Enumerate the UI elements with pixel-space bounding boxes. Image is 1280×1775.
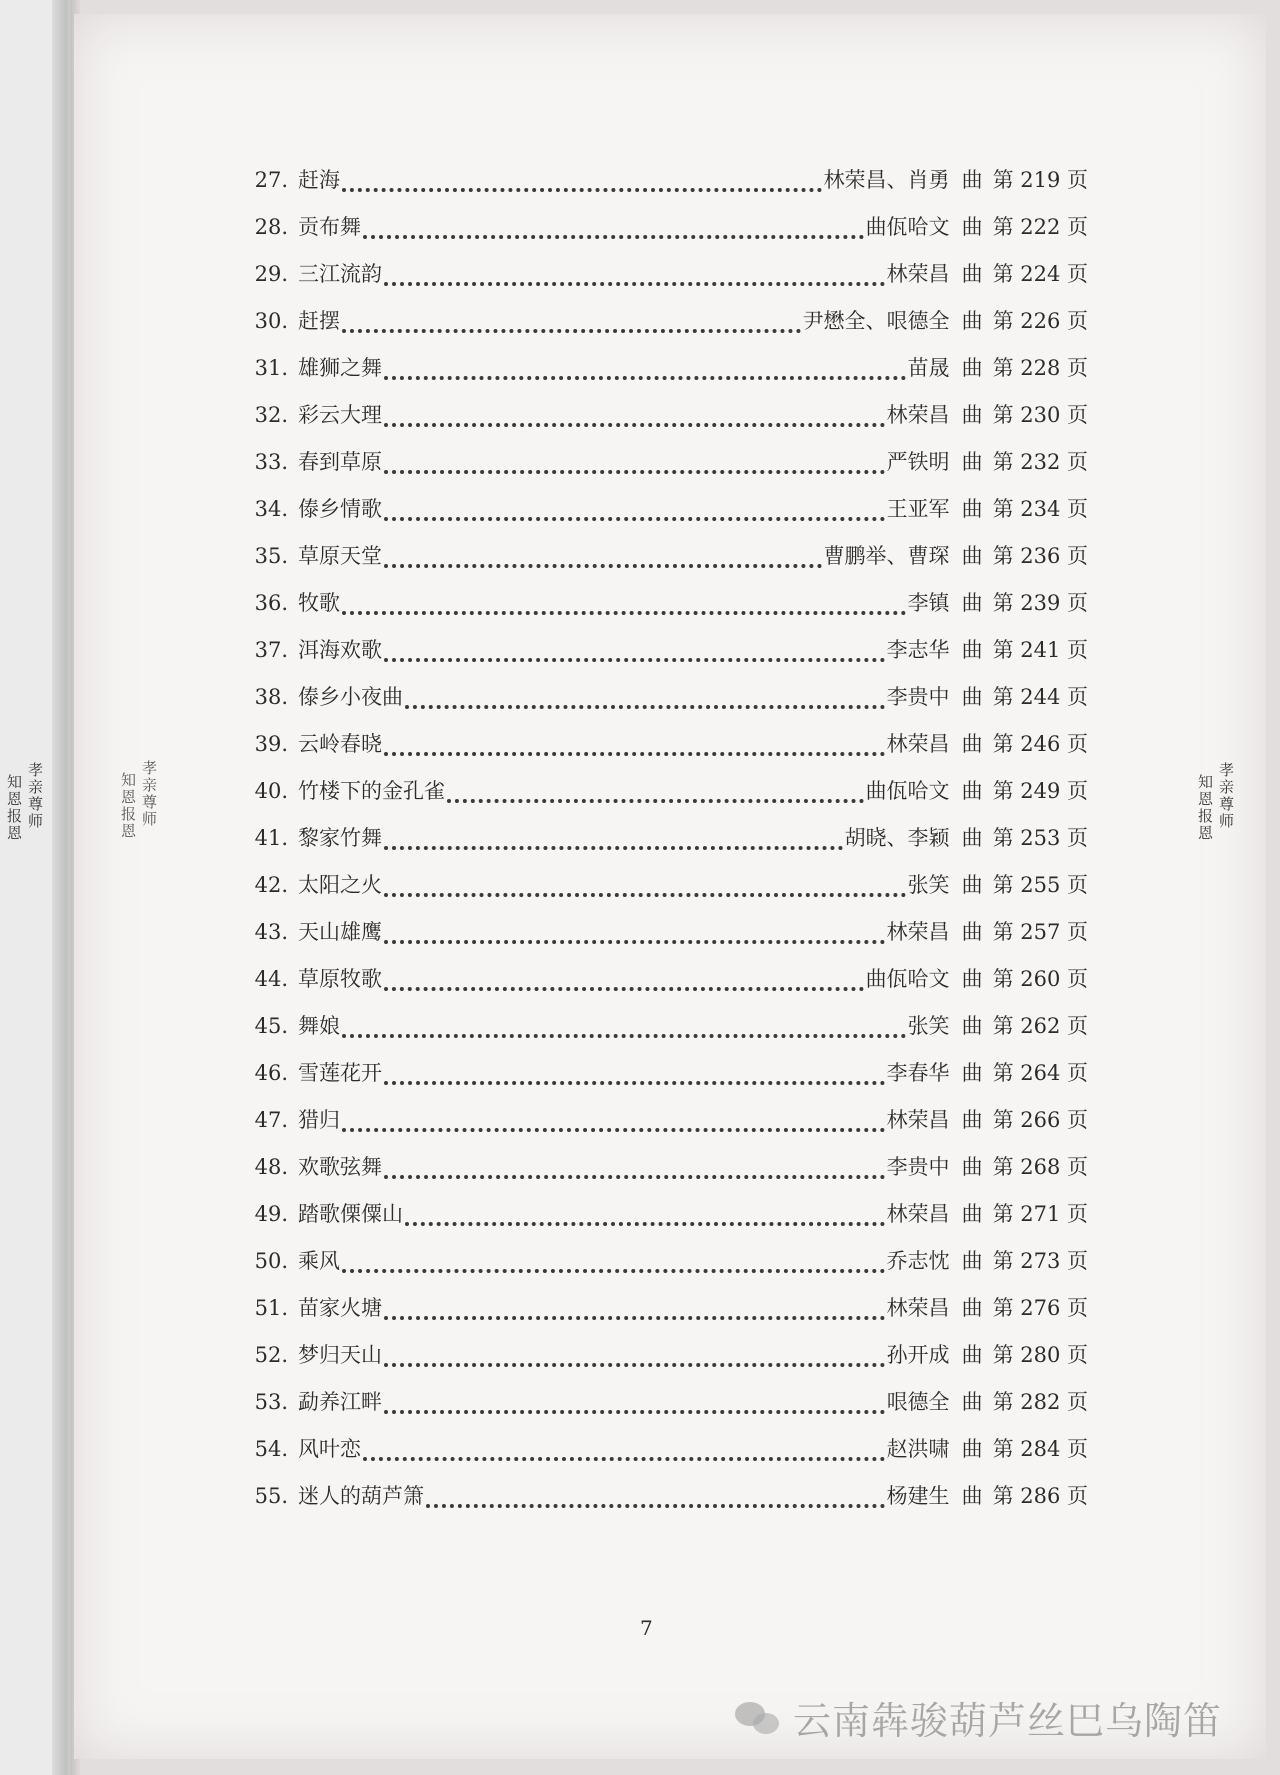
toc-row	[248, 869, 1088, 916]
toc-number: 37.	[254, 638, 288, 662]
dot-leader	[384, 751, 885, 756]
toc-composer: 李志华	[886, 638, 950, 662]
toc-composer: 林荣昌、肖勇	[823, 168, 950, 192]
toc-number: 44.	[254, 967, 288, 991]
dot-leader	[384, 1362, 885, 1367]
margin-text-line1: 孝亲尊师	[140, 760, 158, 828]
toc-number: 51.	[254, 1296, 288, 1320]
margin-text-line2: 知恩报恩	[119, 772, 137, 840]
toc-row	[248, 587, 1088, 634]
toc-number: 48.	[254, 1155, 288, 1179]
toc-page: 第 266 页	[992, 1108, 1088, 1132]
dot-leader	[426, 1503, 885, 1508]
toc-page: 第 276 页	[992, 1296, 1088, 1320]
margin-text-line2: 知恩报恩	[1196, 774, 1214, 842]
toc-title: 黎家竹舞	[298, 826, 382, 850]
toc-row	[248, 822, 1088, 869]
toc-row	[248, 1433, 1088, 1480]
toc-qu: 曲	[961, 1155, 983, 1179]
toc-number: 31.	[254, 356, 288, 380]
toc-qu: 曲	[961, 262, 983, 286]
toc-title: 勐养江畔	[298, 1390, 382, 1414]
toc-row	[248, 446, 1088, 493]
dot-leader	[384, 422, 885, 427]
dot-leader	[384, 845, 843, 850]
toc-qu: 曲	[961, 1484, 983, 1508]
toc-page: 第 264 页	[992, 1061, 1088, 1085]
watermark-text: 云南犇骏葫芦丝巴乌陶笛	[793, 1699, 1223, 1743]
toc-title: 云岭春晓	[298, 732, 382, 756]
dot-leader	[384, 516, 885, 521]
toc-page: 第 253 页	[992, 826, 1088, 850]
toc-page: 第 273 页	[992, 1249, 1088, 1273]
toc-title: 赶摆	[298, 309, 340, 333]
toc-composer: 李春华	[886, 1061, 950, 1085]
toc-composer: 曹鹏举、曹琛	[823, 544, 950, 568]
toc-composer: 严铁明	[886, 450, 950, 474]
toc-row	[248, 1010, 1088, 1057]
dot-leader	[384, 1080, 885, 1085]
toc-qu: 曲	[961, 967, 983, 991]
toc-composer: 林荣昌	[886, 732, 950, 756]
toc-row	[248, 211, 1088, 258]
dot-leader	[342, 1268, 885, 1273]
toc-row	[248, 305, 1088, 352]
toc-composer: 曲佤哈文	[865, 967, 950, 991]
toc-composer: 乔志忱	[886, 1249, 950, 1273]
dot-leader	[384, 469, 885, 474]
toc-page: 第 246 页	[992, 732, 1088, 756]
toc-row	[248, 1245, 1088, 1292]
page-number: 7	[640, 1616, 653, 1640]
toc-composer: 李贵中	[886, 685, 950, 709]
toc-title: 迷人的葫芦箫	[298, 1484, 424, 1508]
toc-row	[248, 634, 1088, 681]
toc-title: 傣乡情歌	[298, 497, 382, 521]
toc-page: 第 232 页	[992, 450, 1088, 474]
toc-composer: 林荣昌	[886, 920, 950, 944]
toc-composer: 林荣昌	[886, 1296, 950, 1320]
toc-qu: 曲	[961, 168, 983, 192]
margin-text-line1: 孝亲尊师	[1217, 762, 1235, 830]
toc-qu: 曲	[961, 779, 983, 803]
toc-title: 傣乡小夜曲	[298, 685, 403, 709]
toc-title: 贡布舞	[298, 215, 361, 239]
toc-number: 55.	[254, 1484, 288, 1508]
toc-page: 第 224 页	[992, 262, 1088, 286]
toc-page: 第 268 页	[992, 1155, 1088, 1179]
toc-composer: 苗晟	[907, 356, 950, 380]
toc-qu: 曲	[961, 403, 983, 427]
toc-title: 春到草原	[298, 450, 382, 474]
toc-qu: 曲	[961, 1108, 983, 1132]
watermark	[735, 1690, 1222, 1745]
toc-qu: 曲	[961, 1249, 983, 1273]
toc-page: 第 260 页	[992, 967, 1088, 991]
toc-composer: 李镇	[907, 591, 950, 615]
margin-text-line2: 知恩报恩	[5, 774, 23, 842]
toc-title: 草原天堂	[298, 544, 382, 568]
toc-number: 39.	[254, 732, 288, 756]
toc-title: 猎归	[298, 1108, 340, 1132]
toc-title: 太阳之火	[298, 873, 382, 897]
margin-text-left	[118, 760, 160, 840]
toc-title: 三江流韵	[298, 262, 382, 286]
toc-page: 第 219 页	[992, 168, 1088, 192]
margin-text-far-left	[4, 762, 46, 842]
toc-page: 第 257 页	[992, 920, 1088, 944]
toc-title: 雪莲花开	[298, 1061, 382, 1085]
toc-number: 32.	[254, 403, 288, 427]
table-of-contents	[248, 164, 1088, 1527]
toc-page: 第 286 页	[992, 1484, 1088, 1508]
toc-title: 乘风	[298, 1249, 340, 1273]
toc-page: 第 241 页	[992, 638, 1088, 662]
toc-row	[248, 1057, 1088, 1104]
toc-title: 风叶恋	[298, 1437, 361, 1461]
toc-composer: 赵洪啸	[886, 1437, 950, 1461]
toc-title: 踏歌傈僳山	[298, 1202, 403, 1226]
dot-leader	[384, 1174, 885, 1179]
toc-row	[248, 1104, 1088, 1151]
dot-leader	[342, 610, 906, 615]
dot-leader	[342, 1127, 885, 1132]
toc-title: 赶海	[298, 168, 340, 192]
dot-leader	[405, 704, 885, 709]
toc-qu: 曲	[961, 920, 983, 944]
toc-row	[248, 775, 1088, 822]
toc-page: 第 255 页	[992, 873, 1088, 897]
dot-leader	[384, 892, 906, 897]
toc-title: 梦归天山	[298, 1343, 382, 1367]
toc-qu: 曲	[961, 1390, 983, 1414]
toc-composer: 林荣昌	[886, 262, 950, 286]
dot-leader	[363, 234, 864, 239]
toc-page: 第 244 页	[992, 685, 1088, 709]
toc-page: 第 282 页	[992, 1390, 1088, 1414]
toc-page: 第 280 页	[992, 1343, 1088, 1367]
toc-page: 第 228 页	[992, 356, 1088, 380]
toc-number: 29.	[254, 262, 288, 286]
toc-number: 27.	[254, 168, 288, 192]
toc-composer: 孙开成	[886, 1343, 950, 1367]
toc-number: 43.	[254, 920, 288, 944]
toc-row	[248, 1480, 1088, 1527]
toc-number: 33.	[254, 450, 288, 474]
toc-composer: 杨建生	[886, 1484, 950, 1508]
toc-composer: 张笑	[907, 1014, 950, 1038]
toc-number: 49.	[254, 1202, 288, 1226]
toc-title: 牧歌	[298, 591, 340, 615]
toc-qu: 曲	[961, 685, 983, 709]
toc-qu: 曲	[961, 1343, 983, 1367]
toc-number: 46.	[254, 1061, 288, 1085]
toc-title: 竹楼下的金孔雀	[298, 779, 445, 803]
toc-title: 天山雄鹰	[298, 920, 382, 944]
toc-page: 第 262 页	[992, 1014, 1088, 1038]
toc-qu: 曲	[961, 873, 983, 897]
dot-leader	[384, 1409, 885, 1414]
toc-row	[248, 681, 1088, 728]
toc-number: 41.	[254, 826, 288, 850]
toc-row	[248, 1151, 1088, 1198]
toc-qu: 曲	[961, 1202, 983, 1226]
toc-qu: 曲	[961, 826, 983, 850]
toc-composer: 林荣昌	[886, 1202, 950, 1226]
dot-leader	[384, 657, 885, 662]
dot-leader	[342, 187, 822, 192]
toc-composer: 曲佤哈文	[865, 215, 950, 239]
toc-composer: 胡晓、李颖	[844, 826, 950, 850]
toc-qu: 曲	[961, 1014, 983, 1038]
toc-composer: 曲佤哈文	[865, 779, 950, 803]
dot-leader	[384, 939, 885, 944]
dot-leader	[405, 1221, 885, 1226]
dot-leader	[384, 281, 885, 286]
toc-qu: 曲	[961, 1296, 983, 1320]
toc-number: 40.	[254, 779, 288, 803]
toc-number: 36.	[254, 591, 288, 615]
toc-composer: 林荣昌	[886, 403, 950, 427]
toc-number: 28.	[254, 215, 288, 239]
toc-number: 42.	[254, 873, 288, 897]
toc-title: 洱海欢歌	[298, 638, 382, 662]
toc-row	[248, 258, 1088, 305]
toc-number: 38.	[254, 685, 288, 709]
toc-number: 47.	[254, 1108, 288, 1132]
toc-page: 第 271 页	[992, 1202, 1088, 1226]
toc-row	[248, 352, 1088, 399]
toc-row	[248, 399, 1088, 446]
toc-title: 欢歌弦舞	[298, 1155, 382, 1179]
dot-leader	[384, 375, 906, 380]
toc-number: 45.	[254, 1014, 288, 1038]
toc-page: 第 226 页	[992, 309, 1088, 333]
toc-number: 54.	[254, 1437, 288, 1461]
toc-qu: 曲	[961, 638, 983, 662]
toc-row	[248, 540, 1088, 587]
toc-row	[248, 728, 1088, 775]
toc-row	[248, 1292, 1088, 1339]
toc-number: 50.	[254, 1249, 288, 1273]
toc-row	[248, 1386, 1088, 1433]
toc-title: 彩云大理	[298, 403, 382, 427]
wechat-icon	[735, 1700, 781, 1736]
toc-page: 第 234 页	[992, 497, 1088, 521]
dot-leader	[342, 328, 801, 333]
dot-leader	[447, 798, 864, 803]
toc-page: 第 236 页	[992, 544, 1088, 568]
toc-composer: 林荣昌	[886, 1108, 950, 1132]
toc-qu: 曲	[961, 1061, 983, 1085]
toc-title: 草原牧歌	[298, 967, 382, 991]
toc-qu: 曲	[961, 497, 983, 521]
dot-leader	[384, 1315, 885, 1320]
toc-row	[248, 916, 1088, 963]
toc-title: 舞娘	[298, 1014, 340, 1038]
margin-text-right	[1195, 762, 1237, 842]
toc-composer: 哏德全	[886, 1390, 950, 1414]
dot-leader	[384, 563, 822, 568]
toc-qu: 曲	[961, 356, 983, 380]
toc-row	[248, 963, 1088, 1010]
toc-row	[248, 493, 1088, 540]
toc-qu: 曲	[961, 1437, 983, 1461]
toc-qu: 曲	[961, 544, 983, 568]
toc-qu: 曲	[961, 215, 983, 239]
toc-page: 第 239 页	[992, 591, 1088, 615]
dot-leader	[342, 1033, 906, 1038]
toc-composer: 尹懋全、哏德全	[802, 309, 950, 333]
toc-composer: 王亚军	[886, 497, 950, 521]
toc-row	[248, 1198, 1088, 1245]
toc-page: 第 249 页	[992, 779, 1088, 803]
toc-page: 第 230 页	[992, 403, 1088, 427]
dot-leader	[363, 1456, 885, 1461]
margin-text-line1: 孝亲尊师	[26, 762, 44, 830]
toc-row	[248, 164, 1088, 211]
toc-title: 雄狮之舞	[298, 356, 382, 380]
toc-composer: 张笑	[907, 873, 950, 897]
toc-composer: 李贵中	[886, 1155, 950, 1179]
toc-qu: 曲	[961, 732, 983, 756]
toc-qu: 曲	[961, 450, 983, 474]
toc-row	[248, 1339, 1088, 1386]
toc-page: 第 284 页	[992, 1437, 1088, 1461]
toc-number: 35.	[254, 544, 288, 568]
toc-page: 第 222 页	[992, 215, 1088, 239]
toc-number: 53.	[254, 1390, 288, 1414]
toc-qu: 曲	[961, 309, 983, 333]
toc-qu: 曲	[961, 591, 983, 615]
toc-number: 52.	[254, 1343, 288, 1367]
dot-leader	[384, 986, 864, 991]
toc-number: 34.	[254, 497, 288, 521]
toc-title: 苗家火塘	[298, 1296, 382, 1320]
toc-number: 30.	[254, 309, 288, 333]
